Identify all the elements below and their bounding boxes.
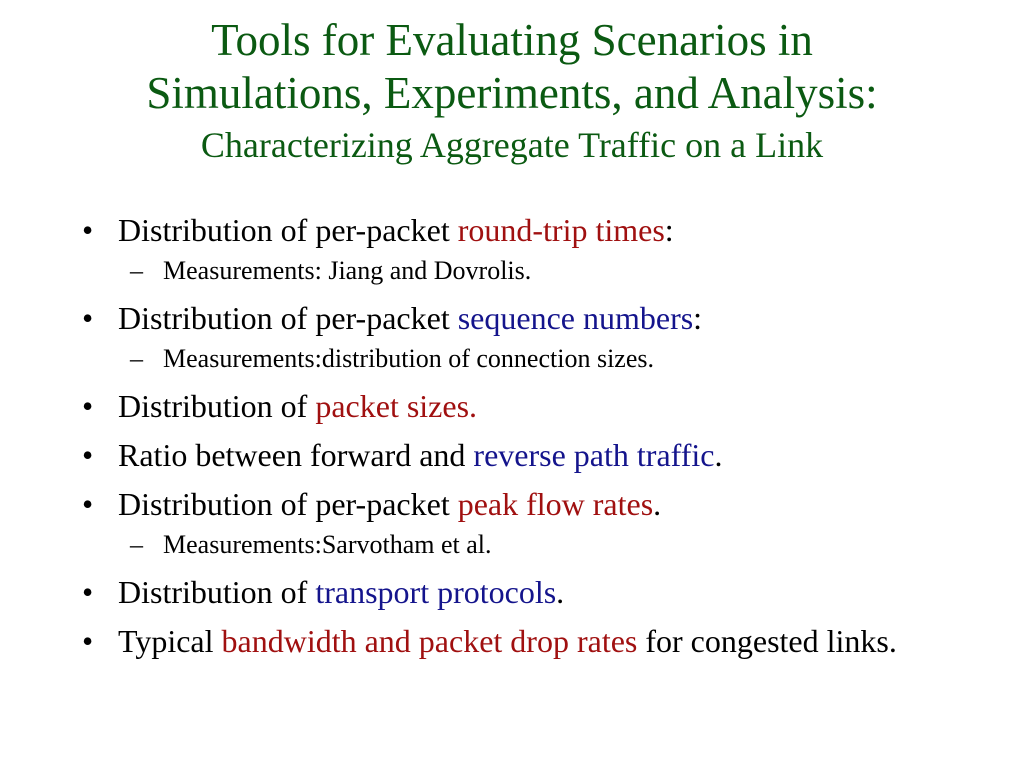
bullet-text: Distribution of per-packet: [118, 212, 458, 248]
bullet-text: Distribution of: [118, 574, 316, 610]
bullet-highlight: peak flow rates: [457, 486, 654, 522]
bullet-highlight: packet sizes.: [315, 388, 478, 424]
bullet-text: Typical: [118, 623, 222, 659]
bullet-highlight: transport protocols: [315, 574, 557, 610]
bullet-icon: •: [82, 574, 94, 610]
slide-title: [0, 14, 1024, 168]
dash-icon: –: [130, 344, 143, 373]
bullet-highlight: round-trip times: [457, 212, 665, 248]
bullet-item-transport-protocols: [0, 574, 1024, 611]
bullet-item-packet-sizes: [0, 388, 1024, 425]
bullet-item-peak-flow-rates: [0, 486, 1024, 523]
bullet-item-bandwidth-drop-rates: [0, 623, 1024, 660]
slide-subtitle: Characterizing Aggregate Traffic on a Link: [200, 125, 824, 165]
bullet-item-sequence-numbers: [0, 300, 1024, 337]
bullet-list: [0, 212, 1024, 672]
bullet-suffix: for congested links.: [637, 623, 897, 659]
title-line-1: Tools for Evaluating Scenarios in: [211, 15, 813, 65]
bullet-text: Distribution of: [118, 388, 316, 424]
bullet-suffix: :: [693, 300, 703, 336]
bullet-suffix: .: [714, 437, 723, 473]
bullet-icon: •: [82, 300, 94, 336]
bullet-suffix: .: [653, 486, 662, 522]
bullet-text: Distribution of per-packet: [118, 300, 458, 336]
bullet-icon: •: [82, 623, 94, 659]
title-line-2: Simulations, Experiments, and Analysis:: [146, 68, 878, 118]
bullet-suffix: :: [664, 212, 674, 248]
bullet-item-round-trip-times: [0, 212, 1024, 249]
sub-bullet-text: Measurements:Sarvotham et al.: [163, 530, 492, 559]
bullet-icon: •: [82, 388, 94, 424]
sub-bullet-text: Measurements: Jiang and Dovrolis.: [163, 256, 532, 285]
bullet-highlight: bandwidth and packet drop rates: [221, 623, 638, 659]
dash-icon: –: [130, 530, 143, 559]
bullet-highlight: reverse path traffic: [473, 437, 715, 473]
bullet-text: Distribution of per-packet: [118, 486, 458, 522]
dash-icon: –: [130, 256, 143, 285]
bullet-icon: •: [82, 437, 94, 473]
bullet-icon: •: [82, 212, 94, 248]
sub-bullet-item: [0, 530, 1024, 560]
bullet-text: Ratio between forward and: [118, 437, 474, 473]
bullet-item-reverse-path-traffic: [0, 437, 1024, 474]
bullet-highlight: sequence numbers: [457, 300, 694, 336]
sub-bullet-item: [0, 256, 1024, 286]
bullet-suffix: .: [556, 574, 565, 610]
bullet-icon: •: [82, 486, 94, 522]
sub-bullet-text: Measurements:distribution of connection sizes.: [163, 344, 655, 373]
sub-bullet-item: [0, 344, 1024, 374]
